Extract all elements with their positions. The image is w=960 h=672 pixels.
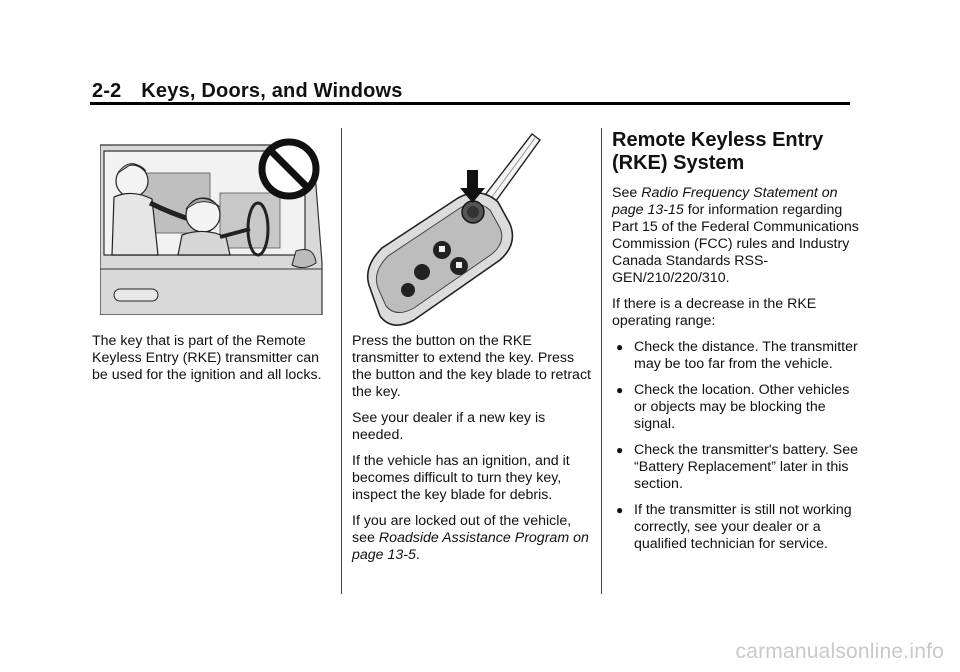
paragraph: See your dealer if a new key is needed. xyxy=(352,410,546,443)
bullet-list xyxy=(612,339,862,553)
list-item xyxy=(612,382,862,433)
column-2-text xyxy=(352,333,592,573)
column-1-text xyxy=(92,333,332,393)
list-item xyxy=(612,502,862,553)
watermark: carmanualsonline.info xyxy=(735,640,944,663)
page-header xyxy=(92,80,403,103)
text-run: . xyxy=(415,547,420,563)
section-heading: Remote Keyless Entry (RKE) System xyxy=(612,129,824,174)
paragraph: The key that is part of the Remote Keyless Entry (RKE) transmitter can be used for the ignition and all locks. xyxy=(92,333,322,383)
list-item xyxy=(612,442,862,493)
paragraph xyxy=(352,513,592,564)
list-item-text: Check the distance. The transmitter may be too far from the vehicle. xyxy=(634,339,858,372)
text-run: for information regarding Part 15 of the Federal Communications Commission (FCC) rules and Industry Canada Standards RSS-GEN/210/220/310. xyxy=(612,202,859,286)
cross-reference-link[interactable]: Roadside Assistance Program on page 13-5 xyxy=(352,530,589,563)
rke-key-illustration xyxy=(362,128,587,335)
paragraph: If the vehicle has an ignition, and it becomes difficult to turn they key, inspect the key blade for debris. xyxy=(352,453,570,503)
text-run: If you are locked out of the vehicle, see xyxy=(352,513,572,546)
paragraph: If there is a decrease in the RKE operating range: xyxy=(612,296,817,329)
list-item-text: Check the transmitter's battery. See “Battery Replacement” later in this section. xyxy=(634,442,859,492)
header-rule xyxy=(90,102,850,105)
bullet-icon: ● xyxy=(616,340,624,354)
paragraph xyxy=(612,185,862,287)
bullet-icon: ● xyxy=(616,443,624,457)
text-run: See xyxy=(612,185,638,201)
bullet-icon: ● xyxy=(616,503,624,517)
section-title: Keys, Doors, and Windows xyxy=(141,80,403,102)
column-3-text xyxy=(612,129,862,562)
bullet-icon: ● xyxy=(616,383,624,397)
list-item-text: If the transmitter is still not working correctly, see your dealer or a qualified technician for service. xyxy=(634,502,852,552)
list-item-text: Check the location. Other vehicles or objects may be blocking the signal. xyxy=(634,382,850,432)
paragraph: Press the button on the RKE transmitter to extend the key. Press the button and the key blade to retract the key. xyxy=(352,333,591,400)
list-item xyxy=(612,339,862,373)
cross-reference-link[interactable]: Radio Frequency Statement on page 13-15 xyxy=(612,185,838,218)
column-divider xyxy=(601,128,602,594)
child-in-car-illustration xyxy=(100,133,324,320)
column-divider xyxy=(341,128,342,594)
page-number: 2-2 xyxy=(92,80,122,102)
